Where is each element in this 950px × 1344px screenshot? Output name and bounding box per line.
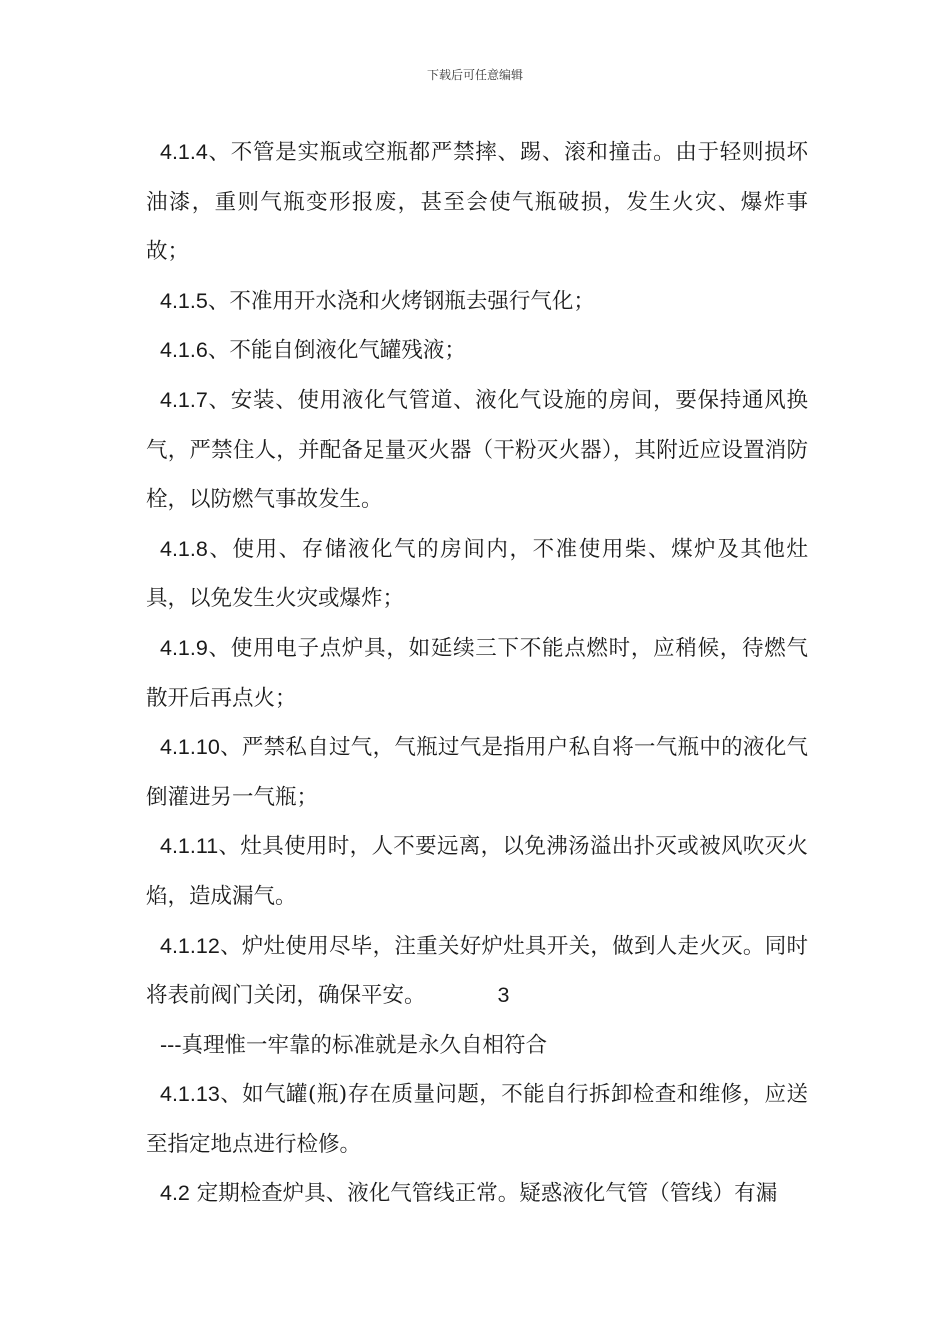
clause-number: 4.1.9 [160, 635, 208, 660]
clause-text: 、严禁私自过气，气瓶过气是指用户私自将一气瓶中的液化气倒灌进另一气瓶； [146, 735, 808, 810]
quote-dash: --- [160, 1032, 182, 1057]
clause-text: 、炉灶使用尽毕，注重关好炉灶具开关，做到人走火灭。同时将表前阀门关闭，确保平安。 [146, 933, 808, 1009]
clause-number: 4.1.12 [160, 933, 220, 958]
page-header: 下载后可任意编辑 [426, 68, 523, 82]
quote-line [146, 1021, 808, 1071]
clause-number: 4.1.5 [160, 288, 208, 313]
clause-text: 、不准用开水浇和火烤钢瓶去强行气化； [207, 288, 595, 314]
clause-text: 、灶具使用时，人不要远离，以免沸汤溢出扑灭或被风吹灭火焰，造成漏气。 [146, 834, 808, 909]
paragraph-4-2 [146, 1169, 808, 1219]
page-number: 3 [497, 983, 510, 1008]
paragraph-4-1-7 [146, 376, 808, 525]
clause-text: 、使用、存储液化气的房间内，不准使用柴、煤炉及其他灶具，以免发生火灾或爆炸； [146, 536, 808, 612]
clause-number: 4.2 [160, 1181, 190, 1206]
clause-text: 、使用电子点炉具，如延续三下不能点燃时，应稍候，待燃气散开后再点火； [146, 635, 808, 711]
clause-number: 4.1.4 [160, 140, 208, 164]
paragraph-4-1-6 [146, 326, 808, 376]
clause-number: 4.1.8 [160, 536, 208, 561]
clause-text: 、不管是实瓶或空瓶都严禁摔、踢、滚和撞击。由于轻则损坏油漆，重则气瓶变形报废，甚至会使气瓶破损，发生火灾、爆炸事故； [146, 140, 808, 265]
paragraph-4-1-4 [146, 128, 808, 277]
clause-number: 4.1.11 [160, 834, 219, 859]
clause-number: 4.1.10 [160, 735, 220, 760]
clause-number: 4.1.6 [160, 338, 208, 363]
clause-text: 定期检查炉具、液化气管线正常。疑惑液化气管（管线）有漏 [189, 1181, 778, 1207]
paragraph-4-1-12 [146, 922, 808, 1021]
document-body [146, 128, 808, 1219]
quote-text: 真理惟一牢靠的标准就是永久自相符合 [181, 1032, 547, 1058]
clause-text: 、不能自倒液化气罐残液； [207, 338, 466, 364]
paragraph-4-1-8 [146, 525, 808, 624]
paragraph-4-1-10 [146, 723, 808, 822]
paragraph-4-1-5 [146, 277, 808, 327]
clause-number: 4.1.7 [160, 387, 208, 412]
clause-text: 、安装、使用液化气管道、液化气设施的房间，要保持通风换气，严禁住人，并配备足量灭火器（干粉灭火器），其附近应设置消防栓，以防燃气事故发生。 [146, 387, 808, 513]
paragraph-4-1-9 [146, 624, 808, 723]
paragraph-4-1-13 [146, 1070, 808, 1169]
clause-number: 4.1.13 [160, 1082, 220, 1107]
clause-text: 、如气罐(瓶)存在质量问题，不能自行拆卸检查和维修，应送至指定地点进行检修。 [146, 1082, 808, 1157]
paragraph-4-1-11 [146, 822, 808, 921]
